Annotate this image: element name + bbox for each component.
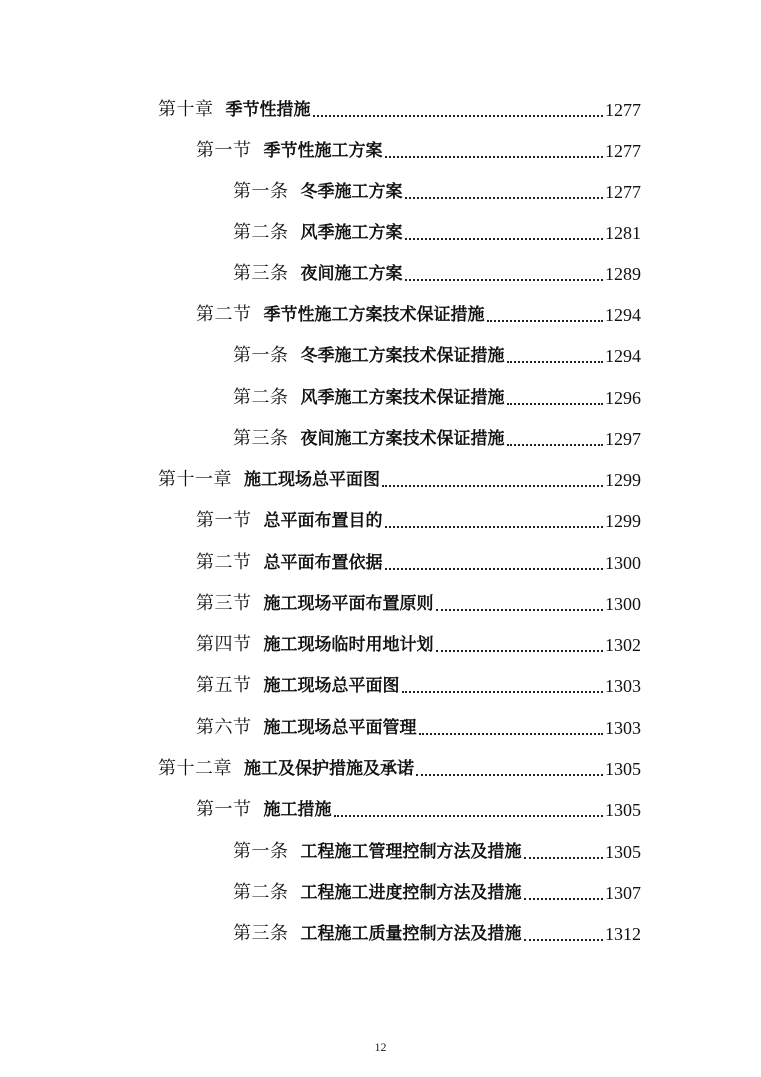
toc-entry-section[interactable] bbox=[196, 627, 641, 657]
toc-entry-article[interactable] bbox=[233, 916, 641, 946]
toc-page-number: 1312 bbox=[605, 924, 641, 944]
toc-title: 施工现场平面布置原则 bbox=[263, 594, 434, 614]
toc-page-number: 1289 bbox=[605, 264, 641, 284]
toc-entry-chapter[interactable] bbox=[158, 92, 641, 122]
toc-entry-section[interactable] bbox=[196, 710, 641, 740]
dot-leader bbox=[524, 856, 604, 859]
toc-label: 第五节 bbox=[196, 675, 252, 696]
toc-entry-article[interactable] bbox=[233, 338, 641, 368]
toc-page-number: 1300 bbox=[605, 594, 641, 614]
toc-label: 第一节 bbox=[196, 799, 252, 820]
toc-title: 施工及保护措施及承诺 bbox=[244, 759, 414, 779]
dot-leader bbox=[436, 608, 604, 611]
toc-page-number: 1294 bbox=[605, 305, 641, 325]
toc-page-number: 1300 bbox=[605, 553, 641, 573]
toc-page-number: 1277 bbox=[605, 141, 641, 161]
toc-page-number: 1305 bbox=[605, 759, 641, 779]
toc-entry-chapter[interactable] bbox=[158, 462, 641, 492]
toc-title: 工程施工管理控制方法及措施 bbox=[300, 842, 522, 862]
toc-entry-section[interactable] bbox=[196, 545, 641, 575]
toc-title: 施工现场总平面图 bbox=[263, 676, 400, 696]
toc-label: 第三条 bbox=[233, 263, 289, 284]
toc-label: 第十二章 bbox=[158, 758, 232, 779]
toc-title: 总平面布置依据 bbox=[263, 553, 383, 573]
dot-leader bbox=[382, 484, 603, 487]
dot-leader bbox=[385, 567, 604, 570]
dot-leader bbox=[405, 196, 604, 199]
toc-entry-section[interactable] bbox=[196, 668, 641, 698]
toc-title: 施工措施 bbox=[263, 800, 332, 820]
toc-entry-article[interactable] bbox=[233, 421, 641, 451]
dot-leader bbox=[313, 114, 604, 117]
toc-page-number: 1299 bbox=[605, 511, 641, 531]
toc-title: 风季施工方案技术保证措施 bbox=[300, 388, 505, 408]
toc-entry-section[interactable] bbox=[196, 297, 641, 327]
toc-title: 夜间施工方案技术保证措施 bbox=[300, 429, 505, 449]
toc-label: 第一条 bbox=[233, 181, 289, 202]
toc-entry-article[interactable] bbox=[233, 174, 641, 204]
toc-label: 第二节 bbox=[196, 552, 252, 573]
toc-label: 第二节 bbox=[196, 304, 252, 325]
toc-title: 工程施工进度控制方法及措施 bbox=[300, 883, 522, 903]
toc-title: 总平面布置目的 bbox=[263, 511, 383, 531]
toc-title: 施工现场总平面管理 bbox=[263, 718, 417, 738]
dot-leader bbox=[524, 897, 604, 900]
toc-entry-article[interactable] bbox=[233, 834, 641, 864]
toc-page-number: 1305 bbox=[605, 842, 641, 862]
toc-label: 第一节 bbox=[196, 140, 252, 161]
toc-title: 冬季施工方案技术保证措施 bbox=[300, 346, 505, 366]
toc-page-number: 1299 bbox=[605, 470, 641, 490]
toc-title: 季节性措施 bbox=[225, 100, 311, 120]
toc-entry-section[interactable] bbox=[196, 133, 641, 163]
toc-entry-article[interactable] bbox=[233, 380, 641, 410]
toc-label: 第一条 bbox=[233, 841, 289, 862]
toc-label: 第三条 bbox=[233, 923, 289, 944]
toc-entry-article[interactable] bbox=[233, 875, 641, 905]
toc-entry-article[interactable] bbox=[233, 256, 641, 286]
dot-leader bbox=[385, 525, 604, 528]
toc-title: 季节性施工方案 bbox=[263, 141, 383, 161]
dot-leader bbox=[507, 360, 604, 363]
dot-leader bbox=[402, 690, 604, 693]
toc-entry-section[interactable] bbox=[196, 503, 641, 533]
toc-page-number: 1296 bbox=[605, 388, 641, 408]
dot-leader bbox=[507, 402, 604, 405]
dot-leader bbox=[334, 814, 604, 817]
toc-entry-section[interactable] bbox=[196, 792, 641, 822]
dot-leader bbox=[419, 732, 604, 735]
dot-leader bbox=[405, 237, 604, 240]
toc-page-number: 1297 bbox=[605, 429, 641, 449]
toc-label: 第六节 bbox=[196, 717, 252, 738]
toc-title: 冬季施工方案 bbox=[300, 182, 403, 202]
toc-page-number: 1277 bbox=[605, 100, 641, 120]
dot-leader bbox=[405, 278, 604, 281]
toc-page-number: 1307 bbox=[605, 883, 641, 903]
toc-label: 第十一章 bbox=[158, 469, 232, 490]
toc-title: 夜间施工方案 bbox=[300, 264, 403, 284]
toc-page-number: 1302 bbox=[605, 635, 641, 655]
toc-page-number: 1303 bbox=[605, 676, 641, 696]
toc-label: 第二条 bbox=[233, 222, 289, 243]
toc-title: 施工现场总平面图 bbox=[244, 470, 380, 490]
toc-label: 第二条 bbox=[233, 387, 289, 408]
toc-label: 第二条 bbox=[233, 882, 289, 903]
toc-label: 第四节 bbox=[196, 634, 252, 655]
toc-title: 季节性施工方案技术保证措施 bbox=[263, 305, 485, 325]
footer-page-number: 12 bbox=[374, 1040, 387, 1054]
toc-label: 第十章 bbox=[158, 99, 214, 120]
dot-leader bbox=[524, 938, 604, 941]
toc-page-number: 1303 bbox=[605, 718, 641, 738]
toc-page-number: 1281 bbox=[605, 223, 641, 243]
dot-leader bbox=[436, 649, 604, 652]
toc-entry-article[interactable] bbox=[233, 215, 641, 245]
toc-label: 第一节 bbox=[196, 510, 252, 531]
toc-entry-section[interactable] bbox=[196, 586, 641, 616]
toc-page-number: 1305 bbox=[605, 800, 641, 820]
dot-leader bbox=[507, 443, 604, 446]
toc-label: 第一条 bbox=[233, 345, 289, 366]
dot-leader bbox=[487, 319, 604, 322]
toc-title: 风季施工方案 bbox=[300, 223, 403, 243]
toc-title: 工程施工质量控制方法及措施 bbox=[300, 924, 522, 944]
dot-leader bbox=[385, 155, 604, 158]
toc-page-number: 1294 bbox=[605, 346, 641, 366]
toc-entry-chapter[interactable] bbox=[158, 751, 641, 781]
toc-label: 第三节 bbox=[196, 593, 252, 614]
dot-leader bbox=[416, 773, 603, 776]
toc-page-number: 1277 bbox=[605, 182, 641, 202]
toc-label: 第三条 bbox=[233, 428, 289, 449]
toc-title: 施工现场临时用地计划 bbox=[263, 635, 434, 655]
